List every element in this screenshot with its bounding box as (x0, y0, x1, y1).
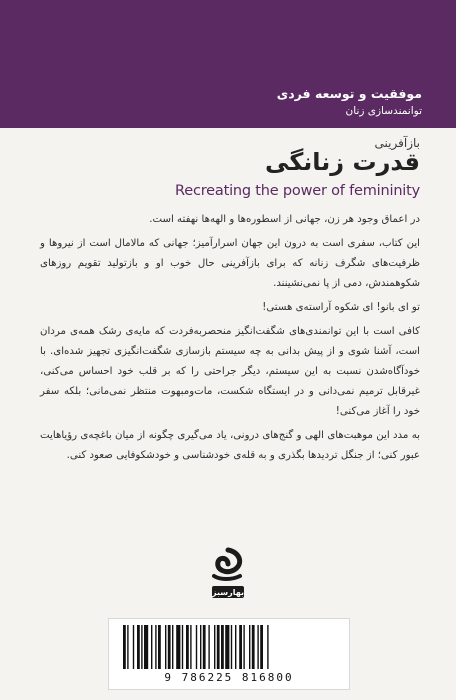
paragraph: به مدد این موهبت‌های الهی و گنج‌های درونی، یاد می‌گیری چگونه از میان باغچه‌ی رؤیاهایت عبور کنی؛ از جنگل تردیدها بگذری و به قله‌ی خودشناسی و خودشکوفایی صعود کنی. (40, 430, 420, 461)
barcode-bar (214, 625, 215, 669)
barcode-bar (249, 625, 250, 669)
book-subtitle: بازآفرینی (374, 136, 420, 150)
paragraph: این کتاب، سفری است به درون این جهان اسرارآمیز؛ جهانی که مالامال است از نیروها و ظرفیت‌های شگرف زنانه که برای بازآفرینی حال خوب او و بازتولید تقویم روزهای شکوهمندش، دمی از پا نمی‌نشینند. (40, 238, 420, 289)
barcode-bar (231, 625, 232, 669)
barcode-bar (141, 625, 142, 669)
barcode-bar (200, 625, 201, 669)
barcode-bar (158, 625, 161, 669)
barcode-bar (172, 625, 173, 669)
barcode-bar (252, 625, 255, 669)
series-title: موفقیت و توسعه فردی (276, 86, 422, 101)
paragraph: کافی است با این توانمندی‌های شگفت‌انگیز منحصربه‌فردت که مایه‌ی رشک همه‌ی مردان است، آشنا شوی و از پیش بدانی به چه سیستم بازسازی شگفت‌انگیزی تجهیز شده‌ای. با خودآگاه‌شدن نسبت به این سیستم، دیگر جراحتی را که بر قلب خود احساس می‌کنی، غیرقابل ترمیم نمی‌دانی و در ایستگاه شکست، مات‌ومبهوت منتظر نمی‌مانی؛ بلکه سفر خود را آغاز می‌کنی! (40, 326, 420, 417)
barcode-bar (123, 625, 126, 669)
series-subtitle: توانمندسازی زنان (345, 105, 422, 117)
barcode-bar (127, 625, 128, 669)
book-title: قدرت زنانگی (265, 148, 420, 176)
barcode-bar (176, 625, 180, 669)
barcode-bar (239, 625, 242, 669)
barcode-bar (151, 625, 152, 669)
barcode (108, 618, 350, 690)
barcode-bar (257, 625, 258, 669)
publisher-logo-icon (206, 546, 250, 608)
publisher-logo (206, 546, 250, 608)
barcode-bars (119, 625, 339, 669)
barcode-bar (267, 625, 268, 669)
paragraph: در اعماق وجود هر زن، جهانی از اسطوره‌ها و الهه‌ها نهفته است. (149, 214, 420, 225)
svg-text:بهارسبز: بهارسبز (211, 588, 245, 597)
barcode-bar (203, 625, 206, 669)
barcode-bar (190, 625, 191, 669)
barcode-bar (243, 625, 244, 669)
isbn-number: 9 786225 816800 (164, 671, 294, 684)
barcode-bar (165, 625, 166, 669)
series-block (162, 86, 422, 118)
barcode-bar (260, 625, 263, 669)
barcode-bar (217, 625, 220, 669)
barcode-bar (182, 625, 183, 669)
barcode-bar (144, 625, 148, 669)
barcode-bar (196, 625, 197, 669)
paragraph: تو ای بانو! ای شکوه آراسته‌ی هستی! (262, 302, 420, 313)
barcode-bar (225, 625, 229, 669)
barcode-bar (155, 625, 156, 669)
english-title: Recreating the power of femininity (175, 183, 420, 199)
barcode-bar (186, 625, 189, 669)
barcode-bar (137, 625, 140, 669)
barcode-bar (133, 625, 134, 669)
back-cover-text (40, 210, 420, 470)
barcode-bar (208, 625, 209, 669)
barcode-bar (221, 625, 224, 669)
barcode-bar (168, 625, 171, 669)
barcode-bar (235, 625, 236, 669)
